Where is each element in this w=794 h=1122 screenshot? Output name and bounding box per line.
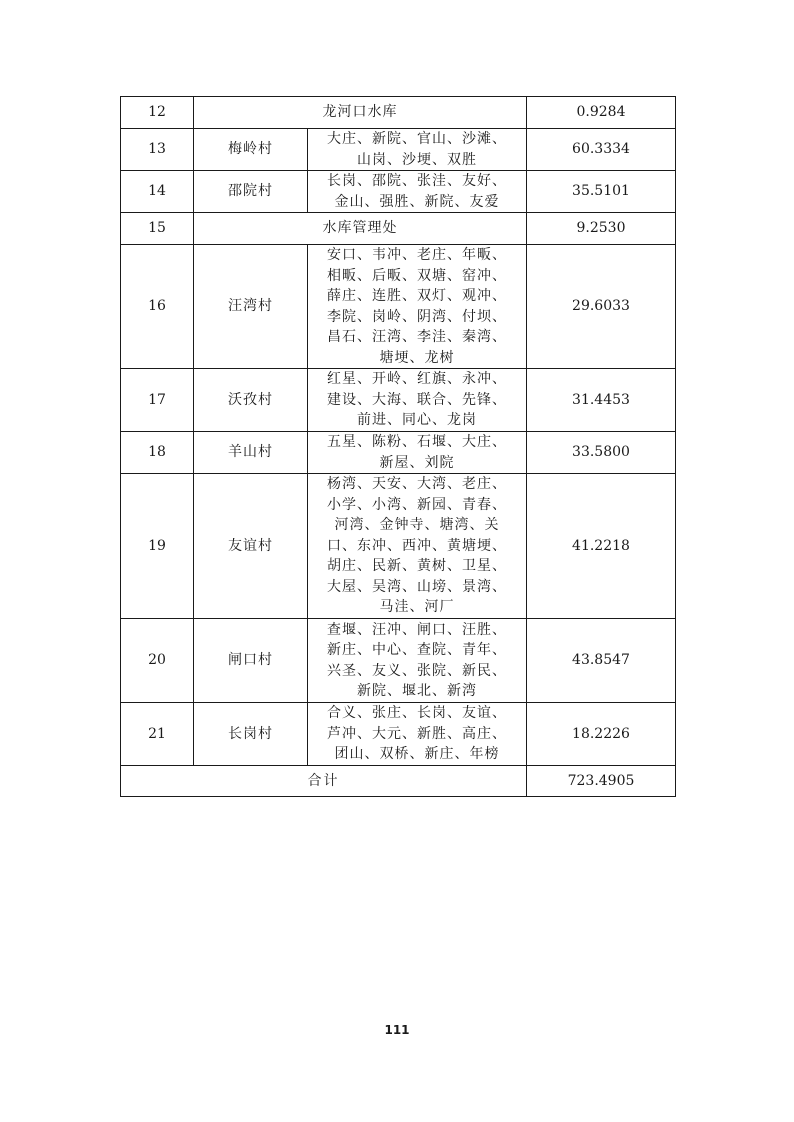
group-names-line: 长岗、邵院、张洼、友好、	[327, 173, 507, 189]
area-value: 41.2218	[527, 474, 676, 619]
village-name: 邵院村	[194, 171, 308, 213]
group-names-line: 昌石、汪湾、李洼、秦湾、	[327, 329, 507, 345]
group-names-cell	[308, 619, 527, 703]
table-row	[121, 619, 676, 703]
group-names-line: 查堰、汪冲、闸口、汪胜、	[327, 621, 507, 638]
group-names-line: 塘埂、龙树	[379, 349, 455, 366]
village-name: 闸口村	[194, 619, 308, 703]
group-names-cell	[308, 474, 527, 619]
row-number: 21	[121, 703, 194, 766]
group-names-line: 建设、大海、联合、先锋、	[327, 391, 507, 408]
total-label: 合计	[121, 766, 527, 797]
area-value: 18.2226	[527, 703, 676, 766]
area-value: 43.8547	[527, 619, 676, 703]
row-number: 19	[121, 474, 194, 619]
row-number: 16	[121, 245, 194, 369]
village-name: 梅岭村	[194, 129, 308, 171]
row-number: 15	[121, 213, 194, 245]
group-names-line: 新院、堰北、新湾	[357, 683, 477, 699]
area-value: 0.9284	[527, 97, 676, 129]
table-row	[121, 474, 676, 619]
group-names-line: 红星、开岭、红旗、永冲、	[327, 371, 507, 388]
group-names-cell	[308, 171, 527, 213]
group-names-line: 相畈、后畈、双塘、窑冲、	[327, 267, 507, 284]
area-value: 29.6033	[527, 245, 676, 369]
village-name: 沃孜村	[194, 369, 308, 432]
group-names-cell	[308, 432, 527, 474]
row-number: 17	[121, 369, 194, 432]
total-area-value: 723.4905	[527, 766, 676, 797]
land-area-table	[120, 96, 676, 797]
row-number: 12	[121, 97, 194, 129]
group-names-line: 李院、岗岭、阴湾、付坝、	[327, 308, 507, 325]
village-name: 汪湾村	[194, 245, 308, 369]
table-row	[121, 97, 676, 129]
village-name: 羊山村	[194, 432, 308, 474]
area-value: 60.3334	[527, 129, 676, 171]
group-names-line: 小学、小湾、新园、青春、	[327, 496, 507, 513]
row-number: 13	[121, 129, 194, 171]
area-value: 9.2530	[527, 213, 676, 245]
table-body	[121, 97, 676, 797]
row-number: 18	[121, 432, 194, 474]
group-names-line: 马洼、河厂	[379, 599, 455, 616]
group-names-cell	[308, 703, 527, 766]
group-names-line: 芦冲、大元、新胜、高庄、	[327, 725, 507, 742]
group-names-cell	[308, 245, 527, 369]
total-row	[121, 766, 676, 797]
table-row	[121, 129, 676, 171]
group-names-line: 河湾、金钟寺、塘湾、关	[334, 517, 500, 534]
group-names-cell	[308, 129, 527, 171]
group-names-line: 金山、强胜、新院、友爱	[334, 193, 500, 210]
group-names-line: 前进、同心、龙岗	[357, 412, 477, 429]
table-row	[121, 213, 676, 245]
group-names-line: 安口、韦冲、老庄、年畈、	[327, 247, 507, 263]
village-name: 长岗村	[194, 703, 308, 766]
group-names-line: 新屋、刘院	[379, 454, 455, 471]
group-names-line: 兴圣、友义、张院、新民、	[327, 662, 507, 679]
page-number: 111	[384, 1023, 410, 1037]
group-names-line: 口、东冲、西冲、黄塘埂、	[327, 537, 507, 554]
group-names-line: 大屋、吴湾、山塝、景湾、	[327, 578, 507, 595]
group-names-line: 新庄、中心、查院、青年、	[327, 642, 507, 658]
group-names-line: 大庄、新院、官山、沙滩、	[327, 131, 507, 147]
group-names-line: 杨湾、天安、大湾、老庄、	[327, 476, 507, 493]
village-name: 水库管理处	[194, 213, 527, 245]
village-name: 友谊村	[194, 474, 308, 619]
table-row	[121, 245, 676, 369]
group-names-line: 团山、双桥、新庄、年榜	[334, 746, 500, 763]
row-number: 20	[121, 619, 194, 703]
group-names-line: 五星、陈粉、石堰、大庄、	[327, 434, 507, 450]
area-value: 35.5101	[527, 171, 676, 213]
table-row	[121, 432, 676, 474]
area-value: 31.4453	[527, 369, 676, 432]
table-row	[121, 171, 676, 213]
row-number: 14	[121, 171, 194, 213]
group-names-cell	[308, 369, 527, 432]
village-name: 龙河口水库	[194, 97, 527, 129]
table-row	[121, 369, 676, 432]
area-value: 33.5800	[527, 432, 676, 474]
group-names-line: 合义、张庄、长岗、友谊、	[327, 705, 507, 722]
group-names-line: 胡庄、民新、黄树、卫星、	[327, 558, 507, 575]
group-names-line: 山岗、沙埂、双胜	[357, 151, 477, 168]
table-row	[121, 703, 676, 766]
group-names-line: 薛庄、连胜、双灯、观冲、	[327, 288, 507, 304]
